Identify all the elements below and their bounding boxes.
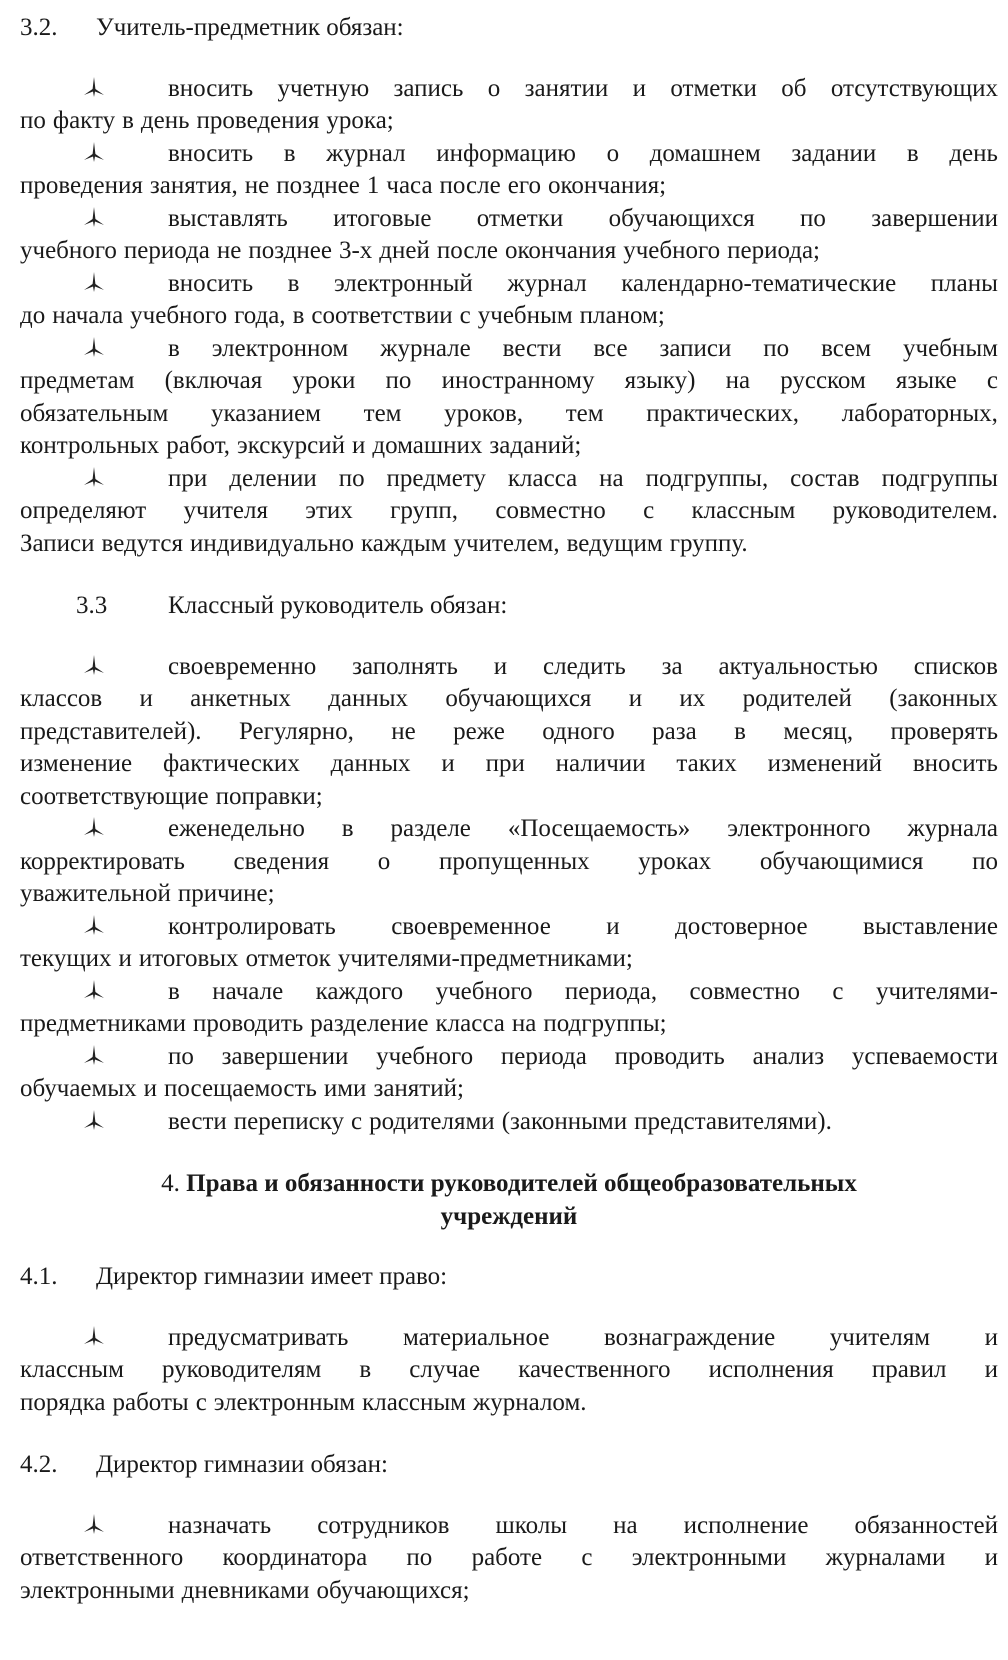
tripod-arrow-bullet-icon xyxy=(82,979,106,1001)
text-line: контролировать своевременное и достоверное выставление xyxy=(20,911,998,944)
tripod-arrow-bullet-icon xyxy=(82,1513,106,1535)
tripod-arrow-bullet-icon xyxy=(82,336,106,358)
section-title-line-1: Права и обязанности руководителей общеобразовательных xyxy=(186,1170,857,1197)
text-line: еженедельно в разделе «Посещаемость» электронного журнала xyxy=(20,813,998,846)
text-line: определяют учителя этих групп, совместно с классным руководителем. xyxy=(20,497,998,524)
text-line: по завершении учебного периода проводить анализ успеваемости xyxy=(20,1041,998,1074)
section-number: 3.2. xyxy=(20,14,58,41)
section-title-line-2: учреждений xyxy=(440,1202,578,1230)
list-item xyxy=(20,138,998,203)
text-line: корректировать сведения о пропущенных уроках обучающимися по xyxy=(20,847,998,875)
list-item xyxy=(20,911,998,976)
section-4-title-cont xyxy=(20,1201,998,1234)
text-line: ответственного координатора по работе с электронными журналами и xyxy=(20,1544,998,1571)
section-3-2-heading xyxy=(20,12,998,45)
tripod-arrow-bullet-icon xyxy=(82,1325,106,1347)
text-line: своевременно заполнять и следить за актуальностью списков xyxy=(20,651,998,684)
text-line: обязательным указанием тем уроков, тем практических, лабораторных, xyxy=(20,399,998,427)
text-line: назначать сотрудников школы на исполнение обязанностей xyxy=(20,1510,998,1543)
list-item xyxy=(20,1106,998,1139)
text-line: обучаемых и посещаемость ими занятий; xyxy=(20,1075,464,1102)
text-line: учебного периода не позднее 3-х дней после окончания учебного периода; xyxy=(20,237,821,264)
tripod-arrow-bullet-icon xyxy=(82,1044,106,1066)
document-page xyxy=(20,12,998,1607)
list-item xyxy=(20,1041,998,1106)
list-item xyxy=(20,976,998,1041)
text-line: выставлять итоговые отметки обучающихся по завершении xyxy=(20,203,998,236)
text-line: по факту в день проведения урока; xyxy=(20,107,394,134)
text-line: в электронном журнале вести все записи по всем учебным xyxy=(20,333,998,366)
list-item xyxy=(20,1510,998,1608)
text-line: соответствующие поправки; xyxy=(20,782,323,810)
tripod-arrow-bullet-icon xyxy=(82,914,106,936)
text-line: до начала учебного года, в соответствии с учебным планом; xyxy=(20,302,665,329)
tripod-arrow-bullet-icon xyxy=(82,816,106,838)
text-line: проведения занятия, не позднее 1 часа после его окончания; xyxy=(20,172,667,199)
section-number: 4. xyxy=(161,1170,180,1197)
tripod-arrow-bullet-icon xyxy=(82,271,106,293)
text-line: вносить в электронный журнал календарно-тематические планы xyxy=(20,268,998,301)
tripod-arrow-bullet-icon xyxy=(82,654,106,676)
text-line: Записи ведутся индивидуально каждым учителем, ведущим группу. xyxy=(20,529,748,557)
section-title: Классный руководитель обязан: xyxy=(168,592,508,619)
text-line: при делении по предмету класса на подгруппы, состав подгруппы xyxy=(20,463,998,496)
section-title: Директор гимназии обязан: xyxy=(96,1451,388,1478)
list-item xyxy=(20,268,998,333)
list-item xyxy=(20,651,998,814)
section-4-title xyxy=(20,1168,998,1201)
text-line: контрольных работ, экскурсий и домашних заданий; xyxy=(20,432,582,459)
section-number: 3.3 xyxy=(76,592,108,619)
text-line: изменение фактических данных и при наличии таких изменений вносить xyxy=(20,750,998,777)
section-number: 4.1. xyxy=(20,1263,58,1290)
text-line: вносить в журнал информацию о домашнем задании в день xyxy=(20,138,998,171)
text-line: вносить учетную запись о занятии и отметки об отсутствующих xyxy=(20,73,998,106)
list-item xyxy=(20,463,998,561)
text-line: представителей). Регулярно, не реже одного раза в месяц, проверять xyxy=(20,717,998,745)
text-line: классов и анкетных данных обучающихся и их родителей (законных xyxy=(20,685,998,712)
text-line: предметниками проводить разделение класса на подгруппы; xyxy=(20,1010,667,1037)
section-3-3-heading xyxy=(20,590,998,623)
text-line: электронными дневниками обучающихся; xyxy=(20,1576,470,1604)
list-item xyxy=(20,73,998,138)
text-line: вести переписку с родителями (законными представителями). xyxy=(20,1106,998,1139)
tripod-arrow-bullet-icon xyxy=(82,206,106,228)
text-line: уважительной причине; xyxy=(20,880,275,907)
text-line: классным руководителям в случае качественного исполнения правил и xyxy=(20,1356,998,1383)
tripod-arrow-bullet-icon xyxy=(82,1109,106,1131)
list-item xyxy=(20,203,998,268)
tripod-arrow-bullet-icon xyxy=(82,76,106,98)
list-item xyxy=(20,813,998,911)
text-line: предметам (включая уроки по иностранному языку) на русском языке с xyxy=(20,367,998,394)
list-item xyxy=(20,333,998,463)
section-4-2-heading xyxy=(20,1449,998,1482)
section-3-2-list xyxy=(20,73,998,561)
text-line: предусматривать материальное вознаграждение учителям и xyxy=(20,1322,998,1355)
section-4-2-list xyxy=(20,1510,998,1608)
section-title: Учитель-предметник обязан: xyxy=(96,14,404,41)
tripod-arrow-bullet-icon xyxy=(82,141,106,163)
section-number: 4.2. xyxy=(20,1451,58,1478)
tripod-arrow-bullet-icon xyxy=(82,466,106,488)
section-4-1-heading xyxy=(20,1261,998,1294)
section-title: Директор гимназии имеет право: xyxy=(96,1263,448,1290)
section-3-3-list xyxy=(20,651,998,1139)
text-line: текущих и итоговых отметок учителями-предметниками; xyxy=(20,945,633,972)
list-item xyxy=(20,1322,998,1420)
text-line: порядка работы с электронным классным журналом. xyxy=(20,1388,587,1416)
text-line: в начале каждого учебного периода, совместно с учителями- xyxy=(20,976,998,1009)
section-4-1-list xyxy=(20,1322,998,1420)
